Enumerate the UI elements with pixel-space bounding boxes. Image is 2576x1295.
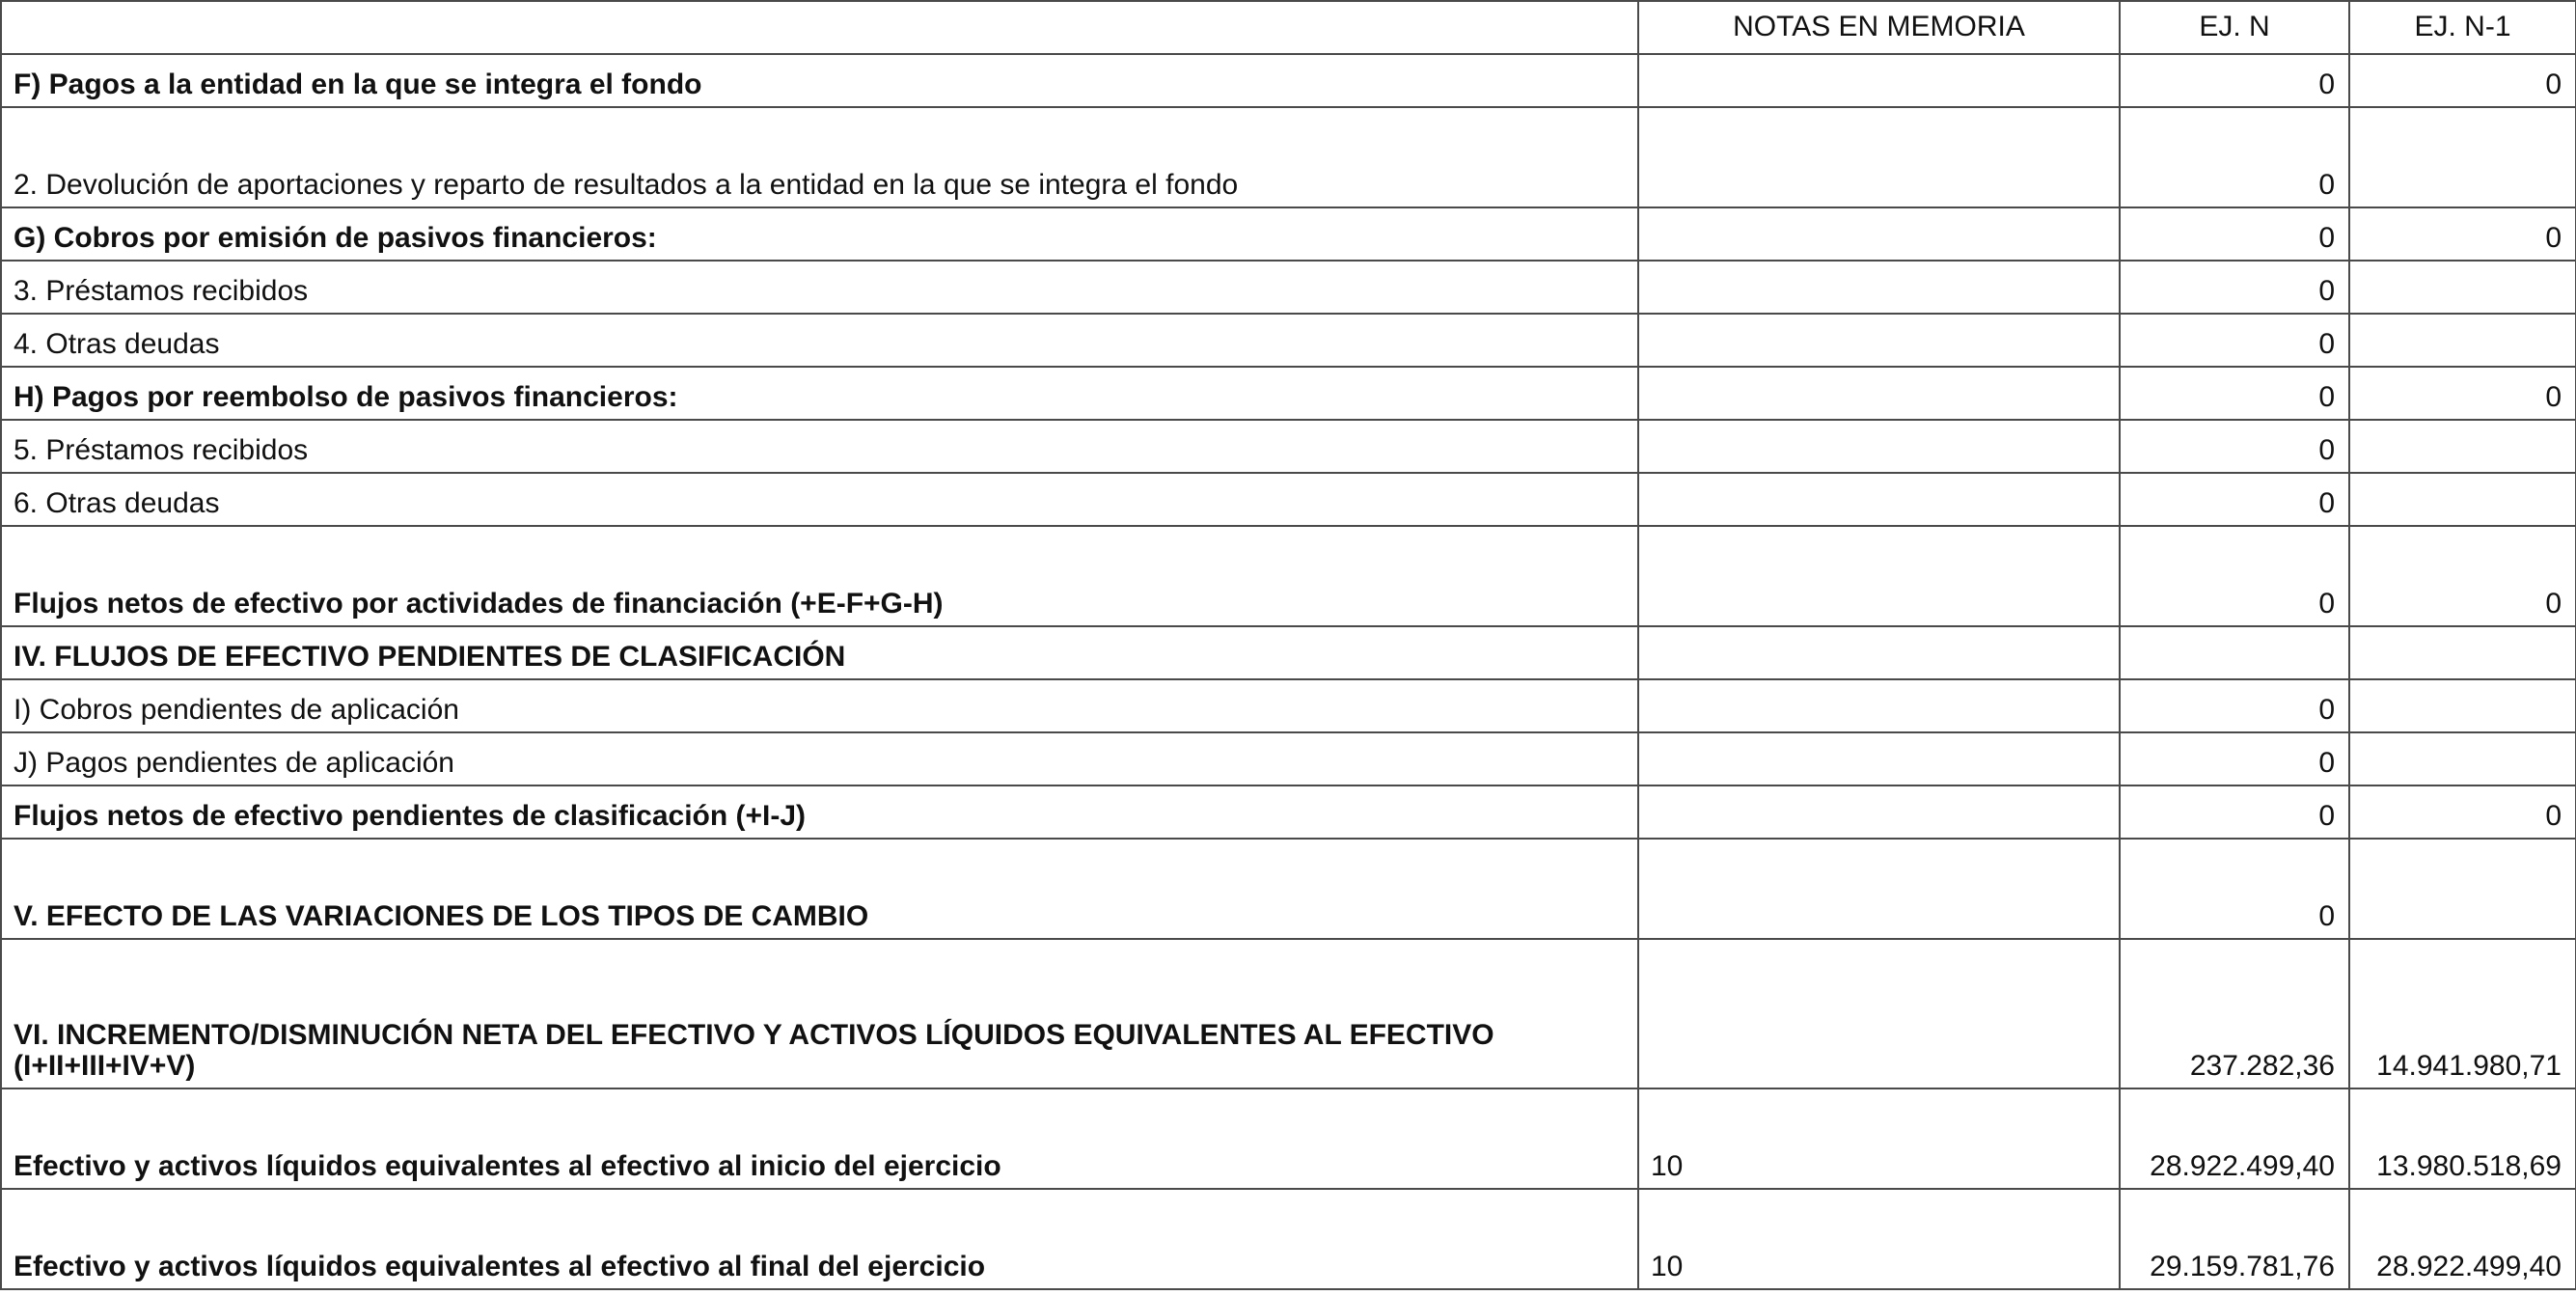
row-notes <box>1638 420 2120 473</box>
row-notes <box>1638 261 2120 314</box>
row-value-n: 0 <box>2120 420 2349 473</box>
row-notes <box>1638 626 2120 679</box>
row-notes <box>1638 939 2120 1088</box>
row-notes: 10 <box>1638 1189 2120 1289</box>
row-value-n1: 14.941.980,71 <box>2349 939 2576 1088</box>
row-description: VI. INCREMENTO/DISMINUCIÓN NETA DEL EFECTIVO Y ACTIVOS LÍQUIDOS EQUIVALENTES AL EFECTIVO (I+II+III+IV+V) <box>1 939 1638 1088</box>
row-description: V. EFECTO DE LAS VARIACIONES DE LOS TIPOS DE CAMBIO <box>1 839 1638 939</box>
row-description: J) Pagos pendientes de aplicación <box>1 732 1638 785</box>
header-year-n1: EJ. N-1 <box>2349 1 2576 54</box>
row-value-n: 0 <box>2120 679 2349 732</box>
row-value-n: 0 <box>2120 107 2349 207</box>
table-row <box>1 785 2576 839</box>
row-description: G) Cobros por emisión de pasivos financieros: <box>1 207 1638 261</box>
header-notes: NOTAS EN MEMORIA <box>1638 1 2120 54</box>
table-row <box>1 679 2576 732</box>
row-value-n: 28.922.499,40 <box>2120 1088 2349 1189</box>
row-description: 2. Devolución de aportaciones y reparto de resultados a la entidad en la que se integra el fondo <box>1 107 1638 207</box>
row-value-n1: 0 <box>2349 785 2576 839</box>
row-value-n: 0 <box>2120 785 2349 839</box>
row-notes <box>1638 54 2120 107</box>
row-value-n: 0 <box>2120 207 2349 261</box>
row-description: 5. Préstamos recibidos <box>1 420 1638 473</box>
row-value-n1 <box>2349 261 2576 314</box>
row-value-n1 <box>2349 420 2576 473</box>
row-value-n: 0 <box>2120 732 2349 785</box>
row-description: Efectivo y activos líquidos equivalentes al efectivo al final del ejercicio <box>1 1189 1638 1289</box>
header-row <box>1 1 2576 54</box>
row-description: F) Pagos a la entidad en la que se integra el fondo <box>1 54 1638 107</box>
row-description: 6. Otras deudas <box>1 473 1638 526</box>
row-value-n1 <box>2349 314 2576 367</box>
header-description <box>1 1 1638 54</box>
row-description: 3. Préstamos recibidos <box>1 261 1638 314</box>
row-value-n: 0 <box>2120 367 2349 420</box>
table-row <box>1 939 2576 1088</box>
row-description: Flujos netos de efectivo por actividades de financiación (+E-F+G-H) <box>1 526 1638 626</box>
row-value-n1: 13.980.518,69 <box>2349 1088 2576 1189</box>
row-value-n: 0 <box>2120 54 2349 107</box>
table-row <box>1 732 2576 785</box>
row-notes <box>1638 473 2120 526</box>
row-value-n1 <box>2349 626 2576 679</box>
row-description: I) Cobros pendientes de aplicación <box>1 679 1638 732</box>
row-notes <box>1638 207 2120 261</box>
row-value-n1 <box>2349 473 2576 526</box>
row-notes <box>1638 107 2120 207</box>
table-row <box>1 626 2576 679</box>
table-row <box>1 526 2576 626</box>
row-value-n: 0 <box>2120 261 2349 314</box>
row-description: IV. FLUJOS DE EFECTIVO PENDIENTES DE CLASIFICACIÓN <box>1 626 1638 679</box>
row-value-n1 <box>2349 839 2576 939</box>
row-notes: 10 <box>1638 1088 2120 1189</box>
table-row <box>1 207 2576 261</box>
row-value-n1: 0 <box>2349 207 2576 261</box>
row-value-n: 237.282,36 <box>2120 939 2349 1088</box>
row-notes <box>1638 839 2120 939</box>
row-description: 4. Otras deudas <box>1 314 1638 367</box>
row-value-n1: 0 <box>2349 367 2576 420</box>
row-value-n1 <box>2349 679 2576 732</box>
table-row <box>1 261 2576 314</box>
row-value-n: 0 <box>2120 473 2349 526</box>
row-value-n: 0 <box>2120 314 2349 367</box>
row-value-n: 0 <box>2120 839 2349 939</box>
table-row <box>1 1088 2576 1189</box>
row-notes <box>1638 679 2120 732</box>
row-value-n <box>2120 626 2349 679</box>
row-description: H) Pagos por reembolso de pasivos financieros: <box>1 367 1638 420</box>
row-value-n: 29.159.781,76 <box>2120 1189 2349 1289</box>
table-row <box>1 420 2576 473</box>
row-value-n1: 0 <box>2349 526 2576 626</box>
table-row <box>1 367 2576 420</box>
header-year-n: EJ. N <box>2120 1 2349 54</box>
row-value-n1 <box>2349 107 2576 207</box>
row-value-n1: 28.922.499,40 <box>2349 1189 2576 1289</box>
row-notes <box>1638 785 2120 839</box>
table-row <box>1 839 2576 939</box>
row-notes <box>1638 314 2120 367</box>
table-row <box>1 1189 2576 1289</box>
row-value-n1 <box>2349 732 2576 785</box>
table-row <box>1 314 2576 367</box>
table-row <box>1 107 2576 207</box>
row-description: Efectivo y activos líquidos equivalentes al efectivo al inicio del ejercicio <box>1 1088 1638 1189</box>
row-notes <box>1638 367 2120 420</box>
table-row <box>1 473 2576 526</box>
row-notes <box>1638 526 2120 626</box>
row-description: Flujos netos de efectivo pendientes de clasificación (+I-J) <box>1 785 1638 839</box>
row-notes <box>1638 732 2120 785</box>
row-value-n: 0 <box>2120 526 2349 626</box>
table-row <box>1 54 2576 107</box>
row-value-n1: 0 <box>2349 54 2576 107</box>
